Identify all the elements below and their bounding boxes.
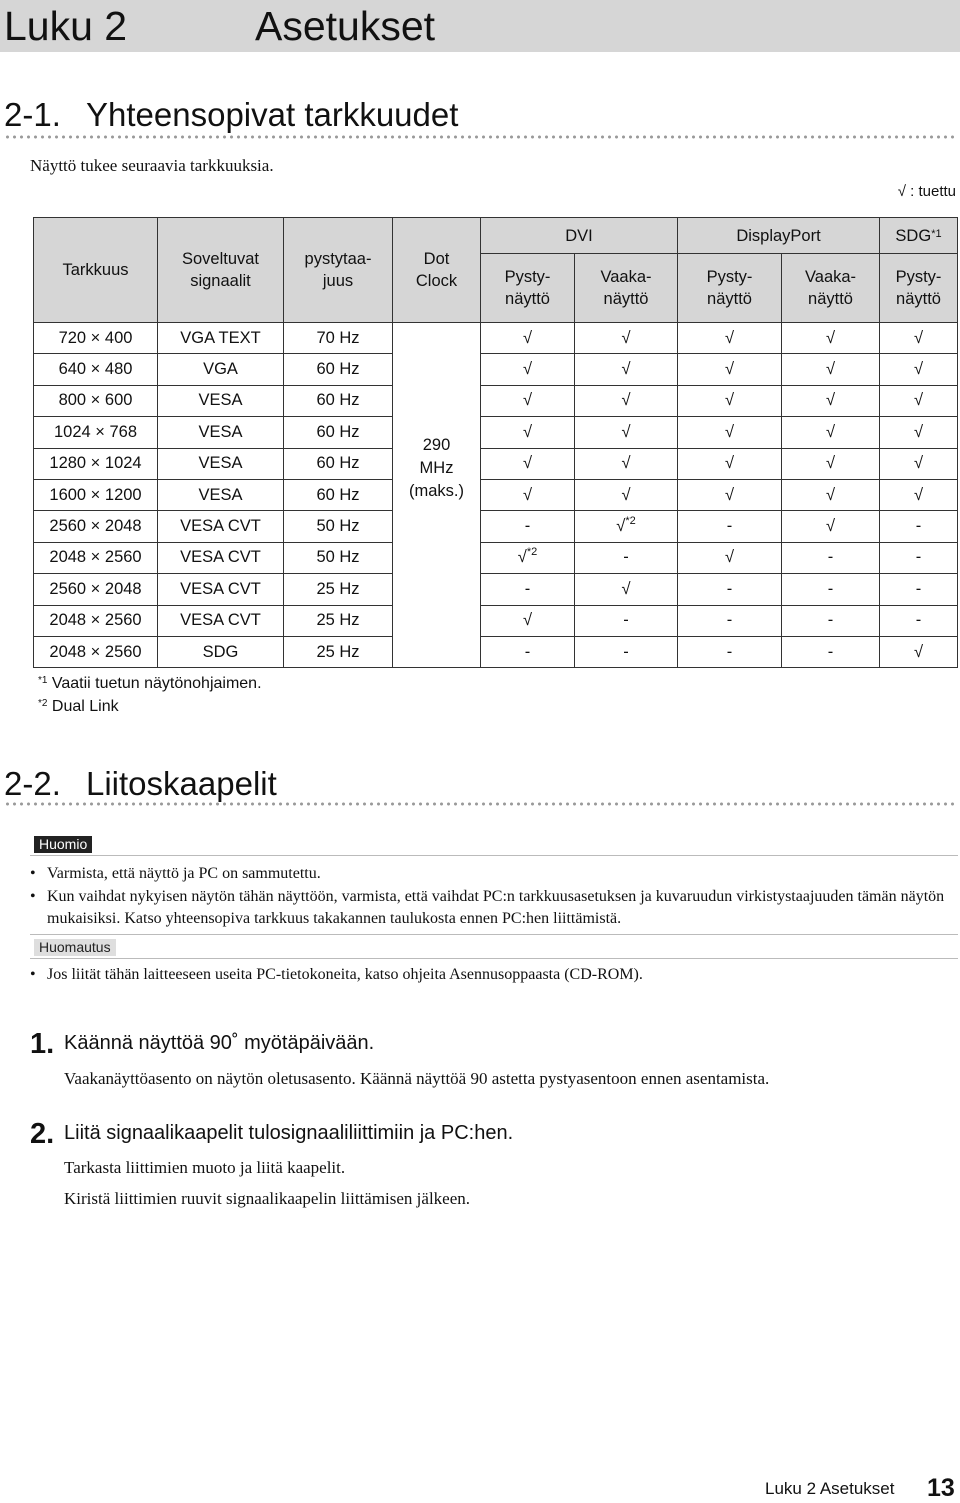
cell-support: √ xyxy=(481,354,575,385)
cell-support: √ xyxy=(782,448,880,479)
cell-resolution: 1600 × 1200 xyxy=(34,479,158,510)
cell-support: √$^{*2}$ xyxy=(481,542,575,573)
cell-support: √ xyxy=(880,636,958,667)
cell-support: √ xyxy=(678,417,782,448)
table-row xyxy=(34,511,958,542)
section-divider xyxy=(4,802,958,806)
note-rule xyxy=(30,958,958,959)
footnote: $^{*1}$ Vaatii tuetun näytönohjaimen. xyxy=(38,675,262,692)
huomautus-list xyxy=(30,964,960,987)
section-heading-2-1 xyxy=(4,96,458,134)
cell-resolution: 2048 × 2560 xyxy=(34,636,158,667)
list-item: • Kun vaihdat nykyisen näytön tähän näyttöön, varmista, että vaihdat PC:n tarkkuusasetuksen ja kuvaruudun virkistystaajuuden tämän näytön mukaisiksi. Katso yhteensopiva tarkkuus takakannen taulukosta ennen PC:hen liittämistä. xyxy=(30,886,960,931)
list-item: • Jos liität tähän laitteeseen useita PC-tietokoneita, katso ohjeita Asennusoppaasta (CD-ROM). xyxy=(30,964,960,987)
cell-support: √ xyxy=(880,385,958,416)
header-portrait: Pysty- näyttö xyxy=(481,254,575,323)
table-row xyxy=(34,323,958,354)
cell-signal: VESA CVT xyxy=(158,511,284,542)
cell-support: √ xyxy=(678,323,782,354)
cell-support: √ xyxy=(575,323,678,354)
cell-dotclock: 290 MHz (maks.) xyxy=(393,323,481,668)
huomio-list xyxy=(30,863,960,931)
section-divider xyxy=(4,135,958,139)
cell-signal: VGA TEXT xyxy=(158,323,284,354)
cell-support: √ xyxy=(782,417,880,448)
section-title: Yhteensopivat tarkkuudet xyxy=(86,96,459,133)
cell-support: √ xyxy=(880,354,958,385)
cell-support: - xyxy=(880,574,958,605)
cell-support: √ xyxy=(782,354,880,385)
table-row xyxy=(34,636,958,667)
cell-support: √ xyxy=(678,354,782,385)
cell-support: √ xyxy=(575,574,678,605)
cell-signal: VESA CVT xyxy=(158,574,284,605)
footnotes xyxy=(38,672,262,718)
cell-resolution: 2560 × 2048 xyxy=(34,511,158,542)
chapter-number: Luku 2 xyxy=(4,3,128,49)
cell-vfreq: 50 Hz xyxy=(284,511,393,542)
table-row xyxy=(34,479,958,510)
cell-resolution: 720 × 400 xyxy=(34,323,158,354)
footnote-mark: *2 xyxy=(625,515,636,528)
cell-support: √ xyxy=(678,479,782,510)
cell-support: - xyxy=(481,636,575,667)
step-1-text: Vaakanäyttöasento on näytön oletusasento. Käännä näyttöä 90 astetta pystyasentoon ennen asentamista. xyxy=(64,1069,770,1088)
cell-signal: VGA xyxy=(158,354,284,385)
table-body xyxy=(34,323,958,668)
cell-support: - xyxy=(575,636,678,667)
resolution-table xyxy=(33,217,958,668)
header-displayport: DisplayPort xyxy=(678,218,880,254)
cell-vfreq: 50 Hz xyxy=(284,542,393,573)
cell-vfreq: 25 Hz xyxy=(284,574,393,605)
cell-support: - xyxy=(782,605,880,636)
section-number: 2-1. xyxy=(4,96,61,133)
footnote: $^{*2}$ Dual Link xyxy=(38,698,119,715)
cell-support: √ xyxy=(678,385,782,416)
cell-support: √ xyxy=(481,323,575,354)
step-2-text-line-2: Kiristä liittimien ruuvit signaalikaapelin liittämisen jälkeen. xyxy=(64,1189,471,1208)
cell-support: √ xyxy=(481,448,575,479)
cell-support: √ xyxy=(481,417,575,448)
cell-signal: VESA CVT xyxy=(158,542,284,573)
cell-vfreq: 60 Hz xyxy=(284,385,393,416)
cell-support: √ xyxy=(481,605,575,636)
header-vfreq xyxy=(284,218,393,323)
cell-signal: SDG xyxy=(158,636,284,667)
cell-support: √ xyxy=(782,479,880,510)
cell-vfreq: 60 Hz xyxy=(284,417,393,448)
cell-vfreq: 70 Hz xyxy=(284,323,393,354)
header-signals-text: Soveltuvat signaalit xyxy=(181,250,260,290)
chapter-title: Asetukset xyxy=(255,3,436,49)
header-sdg-text: SDG xyxy=(895,226,932,245)
cell-support: - xyxy=(782,574,880,605)
cell-support: √ xyxy=(880,448,958,479)
cell-support: √ xyxy=(575,448,678,479)
cell-support: √ xyxy=(880,417,958,448)
header-landscape: Vaaka- näyttö xyxy=(575,254,678,323)
step-2-title: Liitä signaalikaapelit tulosignaaliliittimiin ja PC:hen. xyxy=(64,1122,514,1144)
header-portrait: Pysty- näyttö xyxy=(880,254,958,323)
intro-text: Näyttö tukee seuraavia tarkkuuksia. xyxy=(30,156,274,175)
cell-vfreq: 60 Hz xyxy=(284,448,393,479)
cell-support: - xyxy=(575,542,678,573)
table-row xyxy=(34,542,958,573)
header-portrait: Pysty- näyttö xyxy=(678,254,782,323)
cell-signal: VESA xyxy=(158,479,284,510)
cell-support: √ xyxy=(575,479,678,510)
cell-support: √ xyxy=(575,417,678,448)
table-row xyxy=(34,354,958,385)
header-resolution: Tarkkuus xyxy=(34,218,158,323)
cell-resolution: 640 × 480 xyxy=(34,354,158,385)
header-signals xyxy=(158,218,284,323)
cell-support: - xyxy=(678,574,782,605)
cell-resolution: 2048 × 2560 xyxy=(34,605,158,636)
cell-signal: VESA xyxy=(158,385,284,416)
footer-chapter-label: Luku 2 Asetukset xyxy=(765,1479,895,1498)
cell-support: √ xyxy=(678,542,782,573)
huomautus-label: Huomautus xyxy=(34,939,116,956)
step-1-number: 1. xyxy=(30,1028,55,1060)
section-heading-2-2 xyxy=(4,765,277,803)
header-sdg-footnote: *1 xyxy=(931,227,942,240)
table-row xyxy=(34,385,958,416)
cell-support: √ xyxy=(782,323,880,354)
cell-support: √ xyxy=(678,448,782,479)
cell-support: - xyxy=(678,636,782,667)
header-dvi: DVI xyxy=(481,218,678,254)
list-item: • Varmista, että näyttö ja PC on sammutettu. xyxy=(30,863,960,886)
header-sdg xyxy=(880,218,958,254)
note-rule xyxy=(30,934,958,935)
cell-signal: VESA CVT xyxy=(158,605,284,636)
cell-support: √ xyxy=(782,385,880,416)
footnote-mark: *2 xyxy=(526,546,538,559)
legend-supported: √ : tuettu xyxy=(897,183,956,200)
cell-support: √ xyxy=(880,323,958,354)
cell-support: - xyxy=(880,605,958,636)
footnote-mark: *2 xyxy=(38,698,48,709)
cell-vfreq: 60 Hz xyxy=(284,354,393,385)
cell-vfreq: 25 Hz xyxy=(284,636,393,667)
step-2-text-line-1: Tarkasta liittimien muoto ja liitä kaapelit. xyxy=(64,1158,346,1177)
cell-support: - xyxy=(575,605,678,636)
section-number: 2-2. xyxy=(4,765,61,802)
header-dotclock-text: Dot Clock xyxy=(415,250,458,290)
cell-support: √ xyxy=(481,479,575,510)
table-row xyxy=(34,574,958,605)
cell-resolution: 1280 × 1024 xyxy=(34,448,158,479)
cell-signal: VESA xyxy=(158,417,284,448)
page-number: 13 xyxy=(927,1474,955,1502)
table-row xyxy=(34,605,958,636)
cell-support: - xyxy=(678,511,782,542)
step-1-title: Käännä näyttöä 90˚ myötäpäivään. xyxy=(64,1032,375,1054)
huomio-label: Huomio xyxy=(34,836,92,853)
cell-resolution: 2560 × 2048 xyxy=(34,574,158,605)
footnote-mark: *1 xyxy=(38,675,48,686)
step-2-number: 2. xyxy=(30,1118,55,1150)
cell-support: - xyxy=(782,636,880,667)
note-rule xyxy=(30,855,958,856)
cell-support: √ xyxy=(481,385,575,416)
cell-support: - xyxy=(481,574,575,605)
header-vfreq-text: pystytaa- juus xyxy=(304,250,372,290)
cell-support: √ xyxy=(575,354,678,385)
cell-resolution: 2048 × 2560 xyxy=(34,542,158,573)
chapter-header xyxy=(0,0,960,54)
cell-support: - xyxy=(678,605,782,636)
cell-support: √ xyxy=(880,479,958,510)
section-title: Liitoskaapelit xyxy=(86,765,277,802)
cell-support: √ xyxy=(782,511,880,542)
cell-signal: VESA xyxy=(158,448,284,479)
cell-support: √ xyxy=(575,385,678,416)
header-landscape: Vaaka- näyttö xyxy=(782,254,880,323)
cell-support: - xyxy=(481,511,575,542)
cell-resolution: 1024 × 768 xyxy=(34,417,158,448)
table-row xyxy=(34,417,958,448)
cell-resolution: 800 × 600 xyxy=(34,385,158,416)
table-row xyxy=(34,448,958,479)
cell-support: - xyxy=(880,542,958,573)
cell-vfreq: 25 Hz xyxy=(284,605,393,636)
cell-support: - xyxy=(782,542,880,573)
header-dotclock xyxy=(393,218,481,323)
cell-support: - xyxy=(880,511,958,542)
cell-vfreq: 60 Hz xyxy=(284,479,393,510)
cell-support: √$^{*2}$ xyxy=(575,511,678,542)
